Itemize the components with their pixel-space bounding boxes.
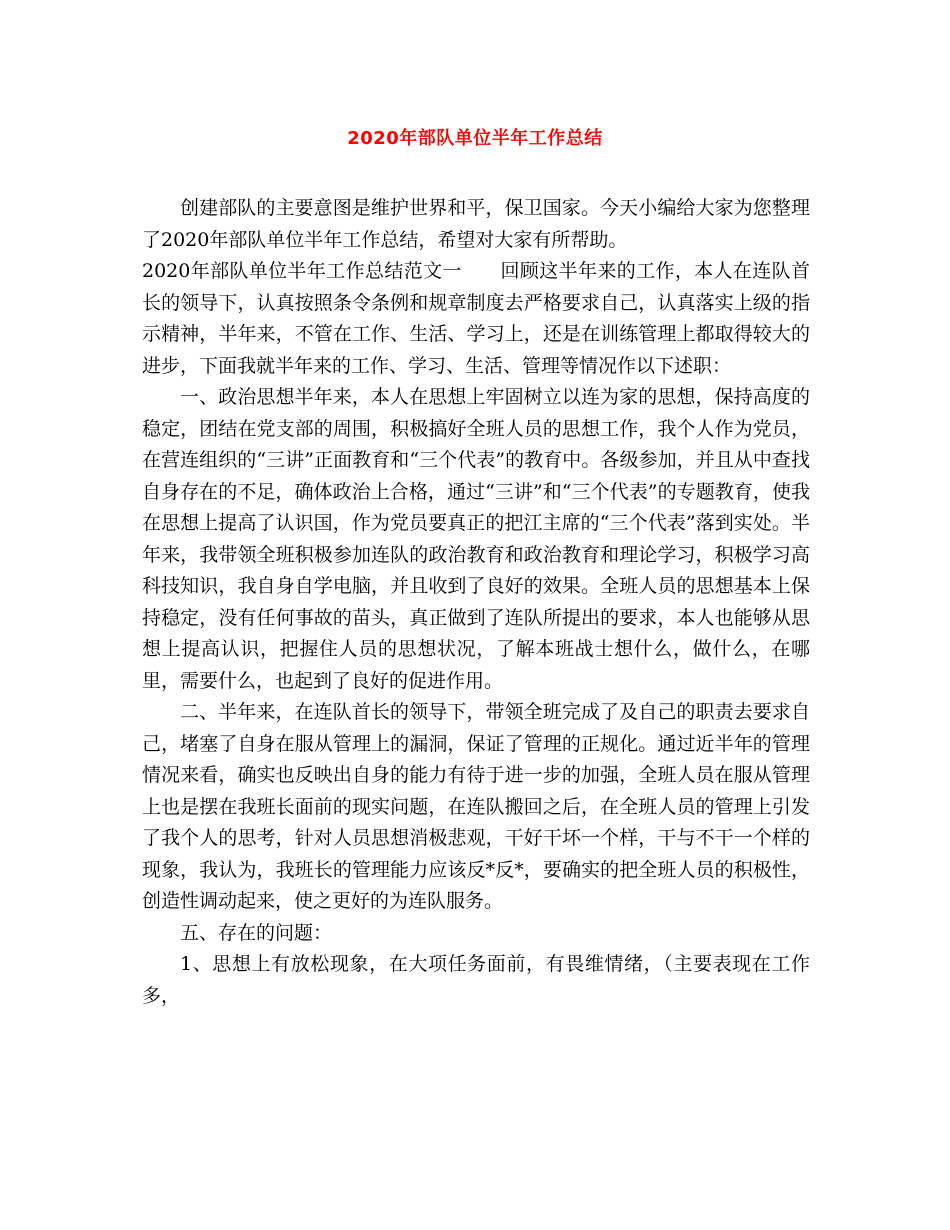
document-body <box>142 193 810 1012</box>
paragraph-problem-one: 1、思想上有放松现象，在大项任务面前，有畏维情绪，（主要表现在工作多， <box>142 953 810 1007</box>
document-title: 2020年部队单位半年工作总结 <box>347 128 603 149</box>
paragraph-management: 二、半年来，在连队首长的领导下，带领全班完成了及自己的职责去要求自己，堵塞了自身在服从管理上的漏洞，保证了管理的正规化。通过近半年的管理情况来看，确实也反映出自身的能力有待于进一步的加强，全班人员在服从管理上也是摆在我班长面前的现实问题，在连队搬回之后，在全班人员的管理上引发了我个人的思考，针对人员思想消极悲观，干好干坏一个样，干与不干一个样的现象，我认为，我班长的管理能力应该反*反*，要确实的把全班人员的积极性，创造性调动起来，使之更好的为连队服务。 <box>142 701 810 912</box>
paragraph-political-thought: 一、政治思想半年来，本人在思想上牢固树立以连为家的思想，保持高度的稳定，团结在党支部的周围，积极搞好全班人员的思想工作，我个人作为党员，在营连组织的“三讲”正面教育和“三个代表”的教育中。各级参加，并且从中查找自身存在的不足，确体政治上合格，通过“三讲”和“三个代表”的专题教育，使我在思想上提高了认识国，作为党员要真正的把江主席的“三个代表”落到实处。半年来，我带领全班积极参加连队的政治教育和政治教育和理论学习，积极学习高科技知识，我自身自学电脑，并且收到了良好的效果。全班人员的思想基本上保持稳定，没有任何事故的苗头，真正做到了连队所提出的要求，本人也能够从思想上提高认识，把握住人员的思想状况，了解本班战士想什么，做什么，在哪里，需要什么，也起到了良好的促进作用。 <box>142 386 810 692</box>
paragraph-intro: 创建部队的主要意图是维护世界和平，保卫国家。今天小编给大家为您整理了2020年部队单位半年工作总结，希望对大家有所帮助。 <box>142 197 810 251</box>
paragraph-sample-one: 2020年部队单位半年工作总结范文一 回顾这半年来的工作，本人在连队首长的领导下，认真按照条令条例和规章制度去严格要求自己，认真落实上级的指示精神，半年来，不管在工作、生活、学习上，还是在训练管理上都取得较大的进步，下面我就半年来的工作、学习、生活、管理等情况作以下述职： <box>142 260 810 377</box>
paragraph-problems-heading: 五、存在的问题： <box>180 921 333 944</box>
